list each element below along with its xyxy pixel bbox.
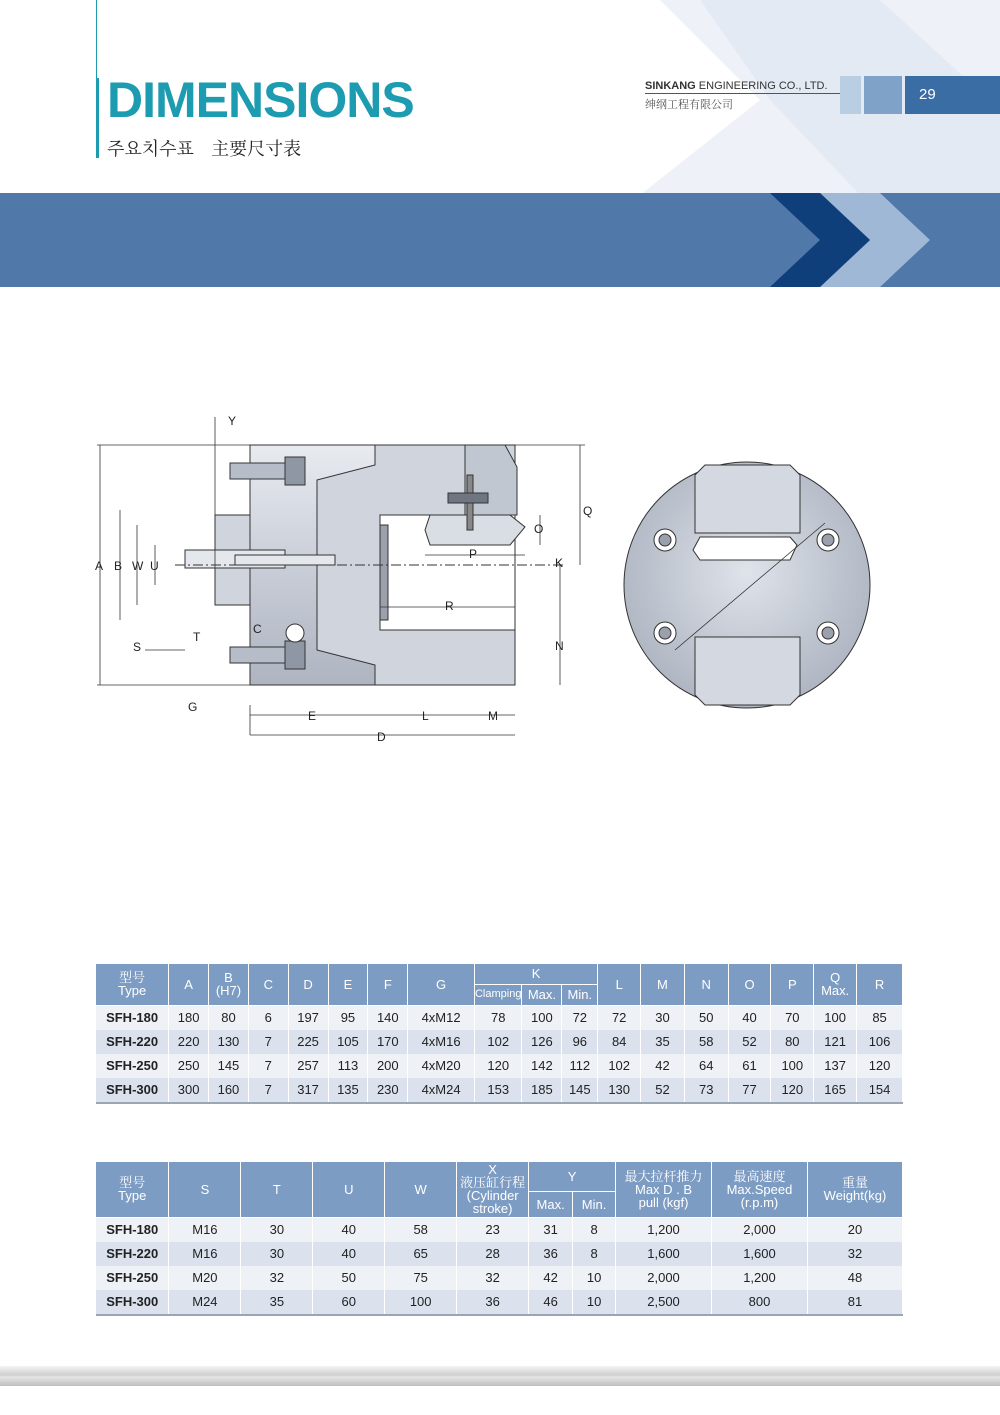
label-w: W [132,559,144,573]
label-o: O [534,522,544,536]
cell: 153 [474,1078,521,1103]
cell: 6 [248,1005,288,1030]
front-view [624,462,870,708]
cell: 1,200 [711,1266,807,1290]
label-d: D [377,730,386,744]
q-sub: Max. [821,983,850,999]
q-label: Q [830,970,841,986]
company-name-rest: ENGINEERING CO., LTD. [695,80,828,92]
weight-cn: 重量 [841,1175,868,1191]
cell: 50 [684,1005,728,1030]
dimensions-table-1 [96,964,903,1104]
col-k-max: Max. [522,984,562,1005]
cell: SFH-220 [96,1242,169,1266]
col-t: T [241,1162,313,1217]
subtitle-korean: 주요치수표 [107,139,194,160]
col-p: P [771,964,814,1005]
title-accent-bar [96,78,99,158]
cell: 180 [169,1005,209,1030]
col-o: O [728,964,771,1005]
col-m: M [641,964,685,1005]
cell: 105 [328,1030,368,1054]
pull-en1: Max D . B [634,1181,693,1197]
cell: 40 [728,1005,771,1030]
cell: 20 [807,1217,902,1242]
cell: 32 [457,1266,529,1290]
cell: M20 [169,1266,241,1290]
speed-en1: Max.Speed [726,1181,793,1197]
cell: 61 [728,1054,771,1078]
col-y-max: Max. [529,1191,573,1217]
page-subtitle [107,135,301,161]
col-r: R [857,964,903,1005]
cell: 23 [457,1217,529,1242]
footer-bar [0,1366,1000,1386]
cell: 1,200 [616,1217,712,1242]
page-number: 29 [905,76,1000,114]
col-w: W [385,1162,457,1217]
cell: 35 [241,1290,313,1315]
cell: 10 [573,1290,616,1315]
label-g: G [188,700,198,714]
cell: 165 [814,1078,857,1103]
dimensions-table-2 [96,1162,903,1316]
cell: 170 [368,1030,408,1054]
cell: 137 [814,1054,857,1078]
col-y: Y [529,1162,616,1191]
cell: M16 [169,1217,241,1242]
cell: 121 [814,1030,857,1054]
label-s: S [133,640,142,654]
col-k-min: Min. [562,984,598,1005]
table-row [96,1030,903,1054]
cell: 100 [385,1290,457,1315]
label-r: R [445,599,454,613]
cell: 30 [241,1242,313,1266]
cell: 52 [641,1078,685,1103]
cell: 800 [711,1290,807,1315]
cell: 300 [169,1078,209,1103]
b-sub: (H7) [215,983,242,999]
cell: 80 [771,1030,814,1054]
cell: 46 [529,1290,573,1315]
cell: 52 [728,1030,771,1054]
label-a: A [95,559,104,573]
cell: 102 [598,1054,641,1078]
table-1-body [96,1005,903,1103]
subtitle-chinese: 主要尺寸表 [211,139,302,160]
table-row [96,1005,903,1030]
cell: 1,600 [616,1242,712,1266]
type-cn: 型号 [119,970,146,986]
cell: 197 [288,1005,328,1030]
cell: 225 [288,1030,328,1054]
cell: 42 [641,1054,685,1078]
label-u: U [150,559,159,573]
label-b: B [114,559,123,573]
cell: 40 [313,1242,385,1266]
cell: 48 [807,1266,902,1290]
cell: SFH-250 [96,1054,169,1078]
b-label: B [224,970,233,986]
cell: 126 [522,1030,562,1054]
speed-en2: (r.p.m) [740,1194,779,1210]
cell: SFH-300 [96,1078,169,1103]
cell: 100 [814,1005,857,1030]
cell: 78 [474,1005,521,1030]
label-e: E [308,709,317,723]
cell: 75 [385,1266,457,1290]
cell: 35 [641,1030,685,1054]
label-c: C [253,622,262,636]
col-g: G [408,964,475,1005]
cell: SFH-180 [96,1005,169,1030]
col-b [209,964,249,1005]
cell: 100 [522,1005,562,1030]
label-m: M [488,709,498,723]
cell: 154 [857,1078,903,1103]
cell: 7 [248,1030,288,1054]
cell: 120 [857,1054,903,1078]
cell: 230 [368,1078,408,1103]
dimension-drawing [85,405,915,750]
table-row [96,1078,903,1103]
type-en: Type [118,1188,147,1204]
cell: 220 [169,1030,209,1054]
cell: 4xM20 [408,1054,475,1078]
cell: 77 [728,1078,771,1103]
cell: 106 [857,1030,903,1054]
cell: 32 [807,1242,902,1266]
cell: 120 [474,1054,521,1078]
cell: 102 [474,1030,521,1054]
cell: 7 [248,1054,288,1078]
col-e: E [328,964,368,1005]
x-cn: 液压缸行程 [460,1175,526,1191]
label-y: Y [228,414,237,428]
cell: 160 [209,1078,249,1103]
col-l: L [598,964,641,1005]
company-divider [645,93,845,94]
col-x [457,1162,529,1217]
x-en2: stroke) [472,1201,513,1217]
page-title: DIMENSIONS [107,72,414,128]
cell: 4xM24 [408,1078,475,1103]
label-q: Q [583,504,593,518]
side-view [175,445,565,685]
cell: 96 [562,1030,598,1054]
cell: 2,500 [616,1290,712,1315]
col-u: U [313,1162,385,1217]
cell: SFH-250 [96,1266,169,1290]
cell: SFH-220 [96,1030,169,1054]
cell: 4xM12 [408,1005,475,1030]
pull-cn: 最大拉杆推力 [624,1168,703,1184]
cell: SFH-300 [96,1290,169,1315]
col-type [96,964,169,1005]
header-vertical-line [96,0,97,80]
label-n: N [555,639,564,653]
type-cn: 型号 [119,1175,146,1191]
cell: 130 [598,1078,641,1103]
cell: 4xM16 [408,1030,475,1054]
cell: 85 [857,1005,903,1030]
cell: 72 [562,1005,598,1030]
cell: SFH-180 [96,1217,169,1242]
label-t: T [193,630,201,644]
cell: 32 [241,1266,313,1290]
chevron-arrows-icon [0,193,1000,287]
cell: 31 [529,1217,573,1242]
table-row [96,1217,903,1242]
cell: 8 [573,1242,616,1266]
label-p: P [469,547,478,561]
cell: 30 [241,1217,313,1242]
cell: 112 [562,1054,598,1078]
table-row [96,1054,903,1078]
cell: 135 [328,1078,368,1103]
company-name-chinese: 绅纲工程有限公司 [645,98,733,111]
cell: 142 [522,1054,562,1078]
cell: 100 [771,1054,814,1078]
col-q [814,964,857,1005]
cell: 7 [248,1078,288,1103]
label-l: L [422,709,429,723]
cell: M16 [169,1242,241,1266]
cell: 65 [385,1242,457,1266]
weight-en: Weight(kg) [823,1188,887,1204]
cell: 250 [169,1054,209,1078]
col-f: F [368,964,408,1005]
cell: 36 [529,1242,573,1266]
col-n: N [684,964,728,1005]
cell: 2,000 [711,1217,807,1242]
pull-en2: pull (kgf) [638,1194,689,1210]
table-2-body [96,1217,903,1315]
cell: 60 [313,1290,385,1315]
cell: 1,600 [711,1242,807,1266]
company-name [645,80,828,92]
col-k: K [474,964,597,984]
type-en: Type [117,983,147,999]
cell: 64 [684,1054,728,1078]
col-k-clamping: Clamping [474,984,521,1005]
cell: 81 [807,1290,902,1315]
col-weight [807,1162,902,1217]
cell: 140 [368,1005,408,1030]
cell: 130 [209,1030,249,1054]
decor-square-light [840,76,861,114]
cell: 72 [598,1005,641,1030]
company-name-bold: SINKANG [645,80,696,92]
cell: 50 [313,1266,385,1290]
x-label: X [488,1162,497,1178]
cell: 185 [522,1078,562,1103]
cell: 257 [288,1054,328,1078]
decor-square-mid [864,76,902,114]
col-y-min: Min. [573,1191,616,1217]
cell: 145 [562,1078,598,1103]
cell: 317 [288,1078,328,1103]
cell: 42 [529,1266,573,1290]
col-type [96,1162,169,1217]
col-pull [616,1162,712,1217]
cell: 58 [385,1217,457,1242]
cell: 120 [771,1078,814,1103]
cell: 8 [573,1217,616,1242]
cell: 36 [457,1290,529,1315]
col-c: C [248,964,288,1005]
col-a: A [169,964,209,1005]
cell: 58 [684,1030,728,1054]
cell: 30 [641,1005,685,1030]
cell: 70 [771,1005,814,1030]
table-row [96,1242,903,1266]
cell: 10 [573,1266,616,1290]
cell: 80 [209,1005,249,1030]
cell: 28 [457,1242,529,1266]
col-d: D [288,964,328,1005]
cell: 2,000 [616,1266,712,1290]
cell: 73 [684,1078,728,1103]
speed-cn: 最高速度 [733,1168,786,1184]
cell: M24 [169,1290,241,1315]
cell: 40 [313,1217,385,1242]
header-band [0,193,1000,287]
cell: 84 [598,1030,641,1054]
col-speed [711,1162,807,1217]
label-k: K [555,556,564,570]
cell: 145 [209,1054,249,1078]
cell: 95 [328,1005,368,1030]
cell: 200 [368,1054,408,1078]
col-s: S [169,1162,241,1217]
table-row [96,1290,903,1315]
x-en1: (Cylinder [466,1188,519,1204]
cell: 113 [328,1054,368,1078]
table-row [96,1266,903,1290]
